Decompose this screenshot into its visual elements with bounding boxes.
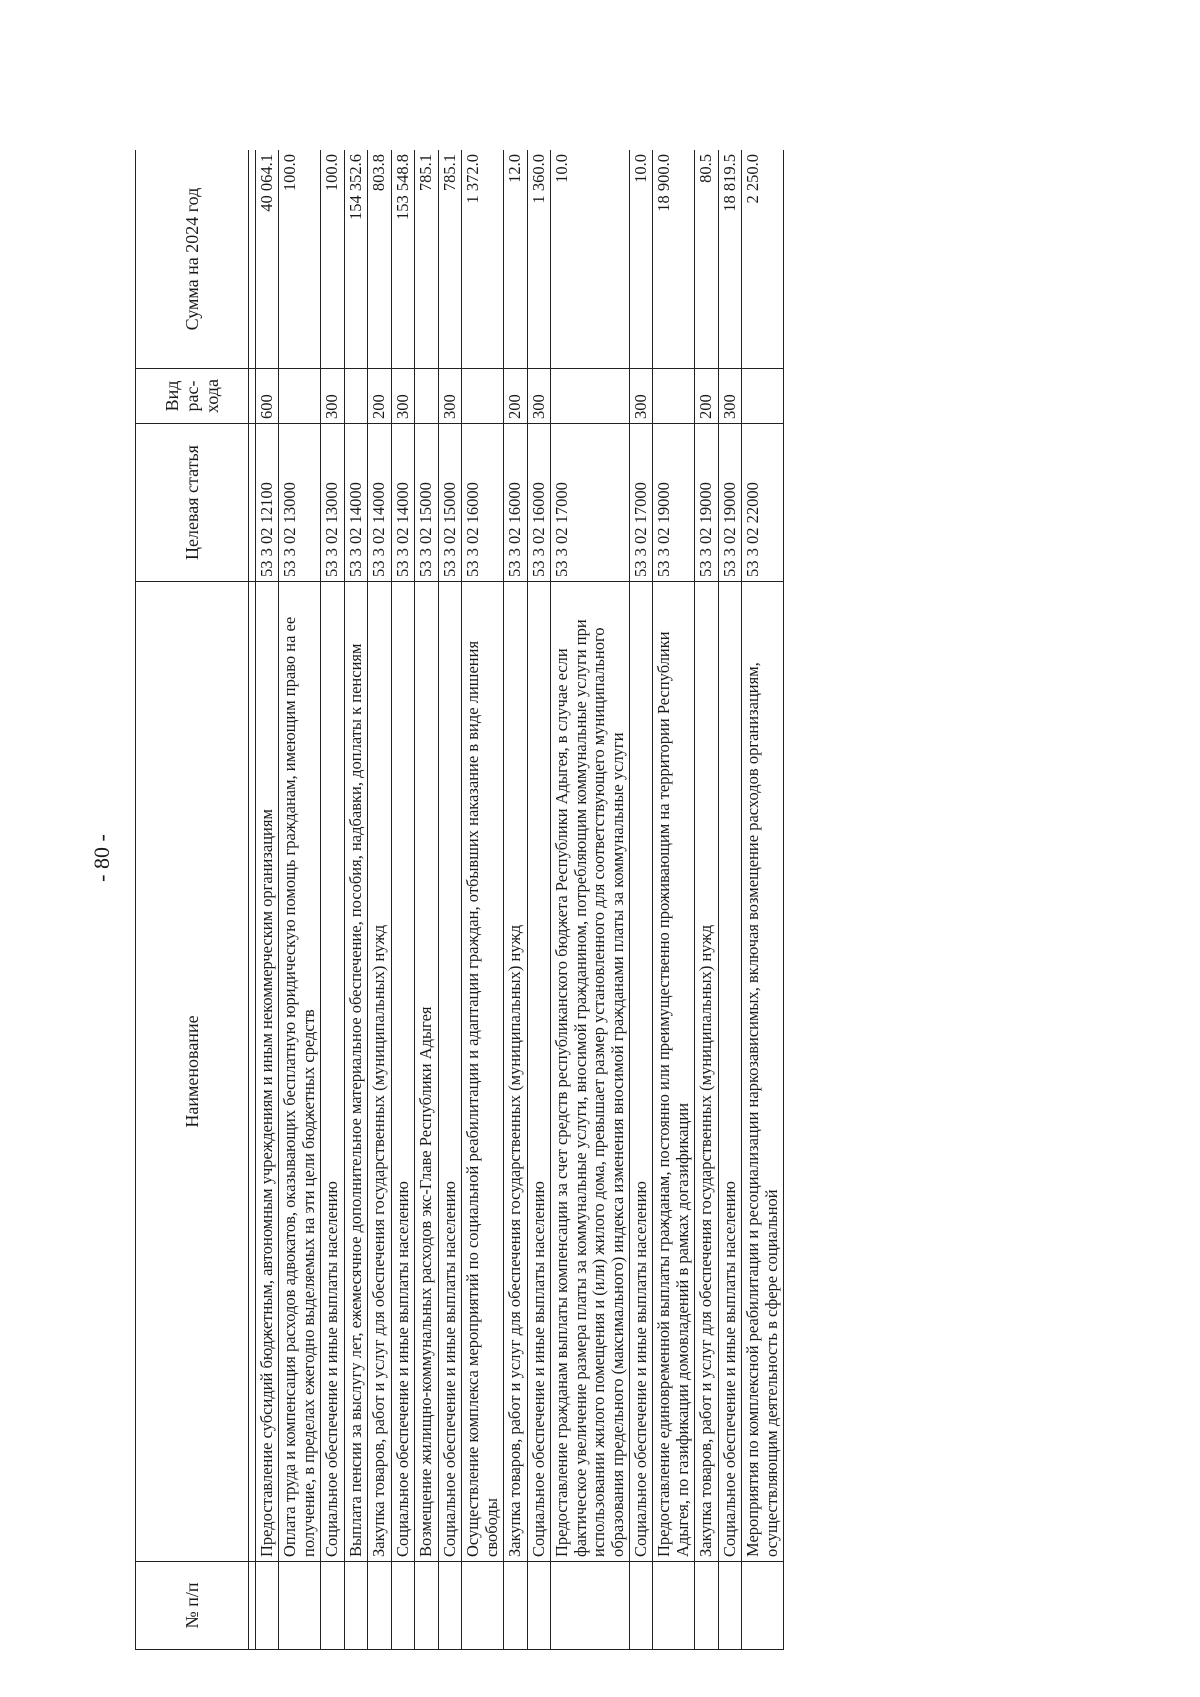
cell-num — [256, 1562, 279, 1650]
cell-num — [742, 1562, 784, 1650]
cell-num — [653, 1562, 695, 1650]
cell-num — [344, 1562, 367, 1650]
table-row — [695, 150, 718, 1650]
budget-table — [135, 150, 784, 1650]
cell-code: 53 3 02 13000 — [279, 424, 321, 582]
cell-num — [718, 1562, 741, 1650]
cell-name: Социальное обеспечение и иные выплаты населению — [438, 582, 461, 1562]
cell-vid: 200 — [504, 369, 527, 424]
cell-vid: 300 — [391, 369, 414, 424]
cell-sum: 153 548.8 — [391, 150, 414, 369]
header-sum: Сумма на 2024 год — [136, 150, 249, 369]
cell-vid: 300 — [718, 369, 741, 424]
header-name: Наименование — [136, 582, 249, 1562]
cell-num — [629, 1562, 652, 1650]
cell-name: Социальное обеспечение и иные выплаты населению — [391, 582, 414, 1562]
table-row — [256, 150, 279, 1650]
cell-num — [321, 1562, 344, 1650]
cell-name: Социальное обеспечение и иные выплаты населению — [527, 582, 550, 1562]
cell-sum: 100.0 — [321, 150, 344, 369]
cell-name: Оплата труда и компенсация расходов адвокатов, оказывающих бесплатную юридическую помощь гражданам, имеющим право на ее получение, в пределах ежегодно выделяемых на эти цели бюджетных средств — [279, 582, 321, 1562]
header-row — [136, 150, 249, 1650]
cell-name: Осуществление комплекса мероприятий по социальной реабилитации и адаптации граждан, отбывших наказание в виде лишения свободы — [462, 582, 504, 1562]
cell-vid — [742, 369, 784, 424]
header-vid: Вид рас-хода — [136, 369, 249, 424]
cell-sum: 1 372.0 — [462, 150, 504, 369]
cell-code: 53 3 02 17000 — [629, 424, 652, 582]
cell-num — [279, 1562, 321, 1650]
cell-vid — [415, 369, 438, 424]
cell-num — [551, 1562, 630, 1650]
table-row — [527, 150, 550, 1650]
cell-vid — [279, 369, 321, 424]
table-row — [344, 150, 367, 1650]
cell-num — [462, 1562, 504, 1650]
cell-name: Мероприятия по комплексной реабилитации и ресоциализации наркозависимых, включая возмещение расходов организациям, осуществляющим деятельность в сфере социальной — [742, 582, 784, 1562]
cell-sum: 803.8 — [368, 150, 391, 369]
cell-name: Предоставление единовременной выплаты гражданам, постоянно или преимущественно проживающим на территории Республики Адыгея, по газификации домовладений в рамках догазификации — [653, 582, 695, 1562]
header-code: Целевая статья — [136, 424, 249, 582]
cell-name: Закупка товаров, работ и услуг для обеспечения государственных (муниципальных) нужд — [504, 582, 527, 1562]
page-number: - 80 - — [88, 834, 114, 882]
cell-sum: 10.0 — [551, 150, 630, 369]
cell-code: 53 3 02 12100 — [256, 424, 279, 582]
cell-sum: 100.0 — [279, 150, 321, 369]
table-row — [653, 150, 695, 1650]
cell-name: Возмещение жилищно-коммунальных расходов экс-Главе Республики Адыгея — [415, 582, 438, 1562]
cell-num — [391, 1562, 414, 1650]
cell-code: 53 3 02 14000 — [391, 424, 414, 582]
budget-sheet — [135, 150, 843, 1650]
cell-code: 53 3 02 22000 — [742, 424, 784, 582]
cell-vid — [462, 369, 504, 424]
cell-vid — [653, 369, 695, 424]
rotated-page — [135, 150, 843, 1650]
cell-sum: 40 064.1 — [256, 150, 279, 369]
cell-sum: 10.0 — [629, 150, 652, 369]
table-row — [391, 150, 414, 1650]
cell-num — [438, 1562, 461, 1650]
cell-vid: 200 — [368, 369, 391, 424]
cell-sum: 80.5 — [695, 150, 718, 369]
cell-name: Закупка товаров, работ и услуг для обеспечения государственных (муниципальных) нужд — [695, 582, 718, 1562]
cell-name: Выплата пенсии за выслугу лет, ежемесячное дополнительное материальное обеспечение, пособия, надбавки, доплаты к пенсиям — [344, 582, 367, 1562]
table-row — [462, 150, 504, 1650]
table-row — [279, 150, 321, 1650]
cell-vid: 300 — [321, 369, 344, 424]
cell-sum: 1 360.0 — [527, 150, 550, 369]
cell-sum: 785.1 — [415, 150, 438, 369]
header-num: № п/п — [136, 1562, 249, 1650]
cell-code: 53 3 02 15000 — [438, 424, 461, 582]
cell-code: 53 3 02 16000 — [527, 424, 550, 582]
cell-vid: 300 — [527, 369, 550, 424]
cell-name: Предоставление субсидий бюджетным, автономным учреждениям и иным некоммерческим организациям — [256, 582, 279, 1562]
cell-sum: 154 352.6 — [344, 150, 367, 369]
cell-code: 53 3 02 14000 — [344, 424, 367, 582]
cell-num — [695, 1562, 718, 1650]
cell-code: 53 3 02 19000 — [653, 424, 695, 582]
table-body — [249, 150, 784, 1650]
table-row — [321, 150, 344, 1650]
table-row — [504, 150, 527, 1650]
cell-num — [504, 1562, 527, 1650]
cell-name: Социальное обеспечение и иные выплаты населению — [321, 582, 344, 1562]
table-row — [742, 150, 784, 1650]
cell-code: 53 3 02 15000 — [415, 424, 438, 582]
cell-vid — [344, 369, 367, 424]
table-row — [551, 150, 630, 1650]
cell-vid — [551, 369, 630, 424]
spacer-row — [249, 150, 256, 1650]
cell-sum: 18 900.0 — [653, 150, 695, 369]
cell-name: Социальное обеспечение и иные выплаты населению — [718, 582, 741, 1562]
cell-vid: 300 — [629, 369, 652, 424]
cell-name: Предоставление гражданам выплаты компенсации за счет средств республиканского бюджета Республики Адыгея, в случае если фактическое увеличение размера платы за коммунальные услуги, вносимой гражданином, потребляющим коммунальные услуги при использовании жилого помещения и (или) жилого дома, превышает размер установленного для соответствующего муниципального образования предельного (максимального) индекса изменения вносимой гражданами платы за коммунальные услуги — [551, 582, 630, 1562]
table-row — [629, 150, 652, 1650]
cell-vid: 600 — [256, 369, 279, 424]
table-row — [415, 150, 438, 1650]
cell-code: 53 3 02 19000 — [718, 424, 741, 582]
cell-num — [415, 1562, 438, 1650]
cell-sum: 2 250.0 — [742, 150, 784, 369]
table-row — [438, 150, 461, 1650]
cell-code: 53 3 02 13000 — [321, 424, 344, 582]
cell-code: 53 3 02 17000 — [551, 424, 630, 582]
cell-name: Закупка товаров, работ и услуг для обеспечения государственных (муниципальных) нужд — [368, 582, 391, 1562]
cell-num — [368, 1562, 391, 1650]
cell-num — [527, 1562, 550, 1650]
cell-vid: 300 — [438, 369, 461, 424]
table-row — [718, 150, 741, 1650]
cell-name: Социальное обеспечение и иные выплаты населению — [629, 582, 652, 1562]
cell-code: 53 3 02 16000 — [462, 424, 504, 582]
cell-sum: 785.1 — [438, 150, 461, 369]
table-row — [368, 150, 391, 1650]
cell-code: 53 3 02 19000 — [695, 424, 718, 582]
cell-sum: 12.0 — [504, 150, 527, 369]
cell-code: 53 3 02 16000 — [504, 424, 527, 582]
cell-code: 53 3 02 14000 — [368, 424, 391, 582]
cell-sum: 18 819.5 — [718, 150, 741, 369]
cell-vid: 200 — [695, 369, 718, 424]
